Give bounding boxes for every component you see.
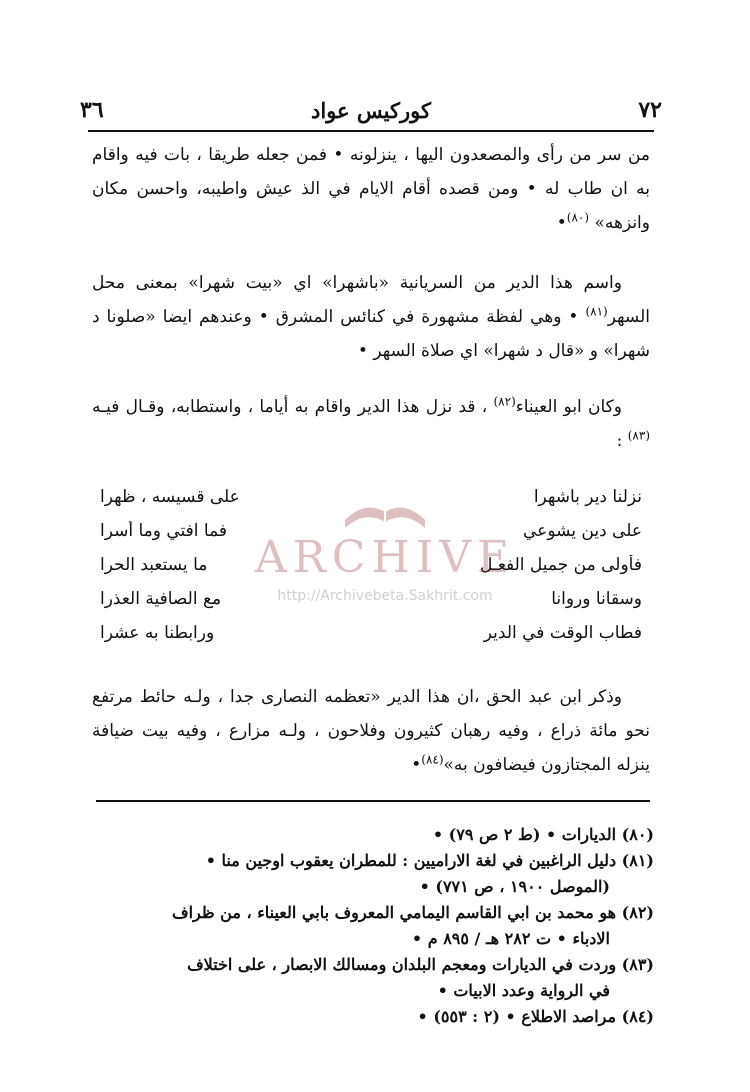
footnotes (92, 822, 654, 1030)
verse-second-hemistich: ما يستعبد الحرا (100, 555, 208, 575)
footnote-number: (٨٠) (621, 825, 654, 844)
poem (100, 480, 642, 650)
footnote-number: (٨١) (621, 851, 654, 870)
paragraph-2-rest: • وهي لفظة مشهورة في كنائس المشرق • وعندهم ايضا «صلونا د شهرا» و «قال د شهرا» اي صلاة السهر • (92, 307, 650, 361)
verse-second-hemistich: مع الصافية العذرا (100, 589, 222, 609)
header-rule (88, 130, 654, 132)
footnote-ref-84[interactable]: (٨٤) (421, 752, 444, 767)
footnote-83 (92, 952, 654, 978)
verse-second-hemistich: ورابطنا به عشرا (100, 623, 215, 643)
footnote-text: وردت في الديارات ومعجم البلدان ومسالك الابصار ، على اختلاف (187, 955, 617, 974)
poem-verse (100, 514, 642, 548)
paragraph-1-end: • (556, 213, 567, 233)
footnote-81 (92, 848, 654, 874)
paragraph-4 (92, 680, 650, 782)
paragraph-3 (92, 390, 650, 458)
verse-first-hemistich: وسقانا وروانا (551, 589, 642, 609)
paragraph-2 (92, 266, 650, 368)
footnote-text: الديارات • (ط ٢ ص ٧٩) • (432, 825, 617, 844)
poem-verse (100, 616, 642, 650)
footnote-text: مراصد الاطلاع • (٢ : ٥٥٣) • (417, 1007, 617, 1026)
verse-first-hemistich: نزلنا دير باشهرا (533, 487, 642, 507)
paragraph-1-text: من سر من رأى والمصعدون اليها ، ينزلونه • فمن جعله طريقا ، بات فيه واقام به ان طاب له • ومن قصده أقام الايام في الذ عيش واطيبه، واحسن مكان وانزهه» (92, 145, 650, 233)
footnote-number: (٨٢) (621, 903, 654, 922)
footnote-84 (92, 1004, 654, 1030)
paragraph-1 (92, 138, 650, 240)
page-number: ٧٢ (638, 97, 662, 123)
verse-first-hemistich: على دين يشوعي (523, 521, 642, 541)
paragraph-4-text: وذكر ابن عبد الحق ،ان هذا الدير «تعظمه النصارى جدا ، ولـه حائط مرتفع نحو مائة ذراع ، وفيه رهبان كثيرون وفلاحون ، ولـه مزارع ، وفيه بيت ضيافة ينزله المجتازون فيضافون به» (92, 687, 650, 775)
footnote-ref-81[interactable]: (٨١) (585, 304, 608, 319)
verse-second-hemistich: فما افتي وما أسرا (100, 521, 228, 541)
paragraph-2-text: واسم هذا الدير من السريانية «باشهرا» اي «بيت شهرا» بمعنى محل السهر (92, 273, 651, 327)
page-header (80, 92, 662, 128)
footnote-ref-83[interactable]: (٨٣) (627, 428, 650, 443)
paragraph-4-end: • (411, 755, 422, 775)
paragraph-3-colon: : (616, 431, 623, 451)
paragraph-3-rest: ، قد نزل هذا الدير واقام به أياما ، واستطابه، وقـال فيـه (92, 397, 488, 417)
footnote-number: (٨٣) (621, 955, 654, 974)
verse-first-hemistich: فطاب الوقت في الدير (483, 623, 642, 643)
footnote-text: دليل الراغبين في لغة الاراميين : للمطران يعقوب اوجين منا • (205, 851, 617, 870)
footnote-82 (92, 900, 654, 926)
footnote-text: هو محمد بن ابي القاسم اليمامي المعروف بابي العيناء ، من ظراف (172, 903, 617, 922)
poem-verse (100, 548, 642, 582)
footnote-83-continuation: في الرواية وعدد الابيات • (437, 981, 610, 1000)
footnote-number: (٨٤) (621, 1007, 654, 1026)
footnote-divider (96, 800, 650, 802)
body-text (92, 138, 650, 458)
footnote-80 (92, 822, 654, 848)
running-title: كوركيس عواد (311, 97, 431, 123)
footnote-82-continuation: الادباء • ت ٢٨٢ هـ / ٨٩٥ م • (411, 929, 610, 948)
verse-second-hemistich: على قسيسه ، ظهرا (100, 487, 240, 507)
paragraph-3-text: وكان ابو العيناء (515, 397, 622, 417)
footnote-ref-80[interactable]: (٨٠) (566, 210, 590, 225)
verse-first-hemistich: فأولى من جميل الفعـل (479, 555, 642, 575)
footnote-81-continuation: (الموصل ١٩٠٠ ، ص ٧٧١) • (419, 877, 610, 896)
watermark-text: ARCHIVE (254, 532, 516, 583)
watermark-url: http://Archivebeta.Sakhrit.com (277, 588, 493, 604)
original-page-number: ٣٦ (80, 97, 104, 123)
footnote-ref-82[interactable]: (٨٢) (493, 394, 516, 409)
poem-verse (100, 480, 642, 514)
poem-verse (100, 582, 642, 616)
